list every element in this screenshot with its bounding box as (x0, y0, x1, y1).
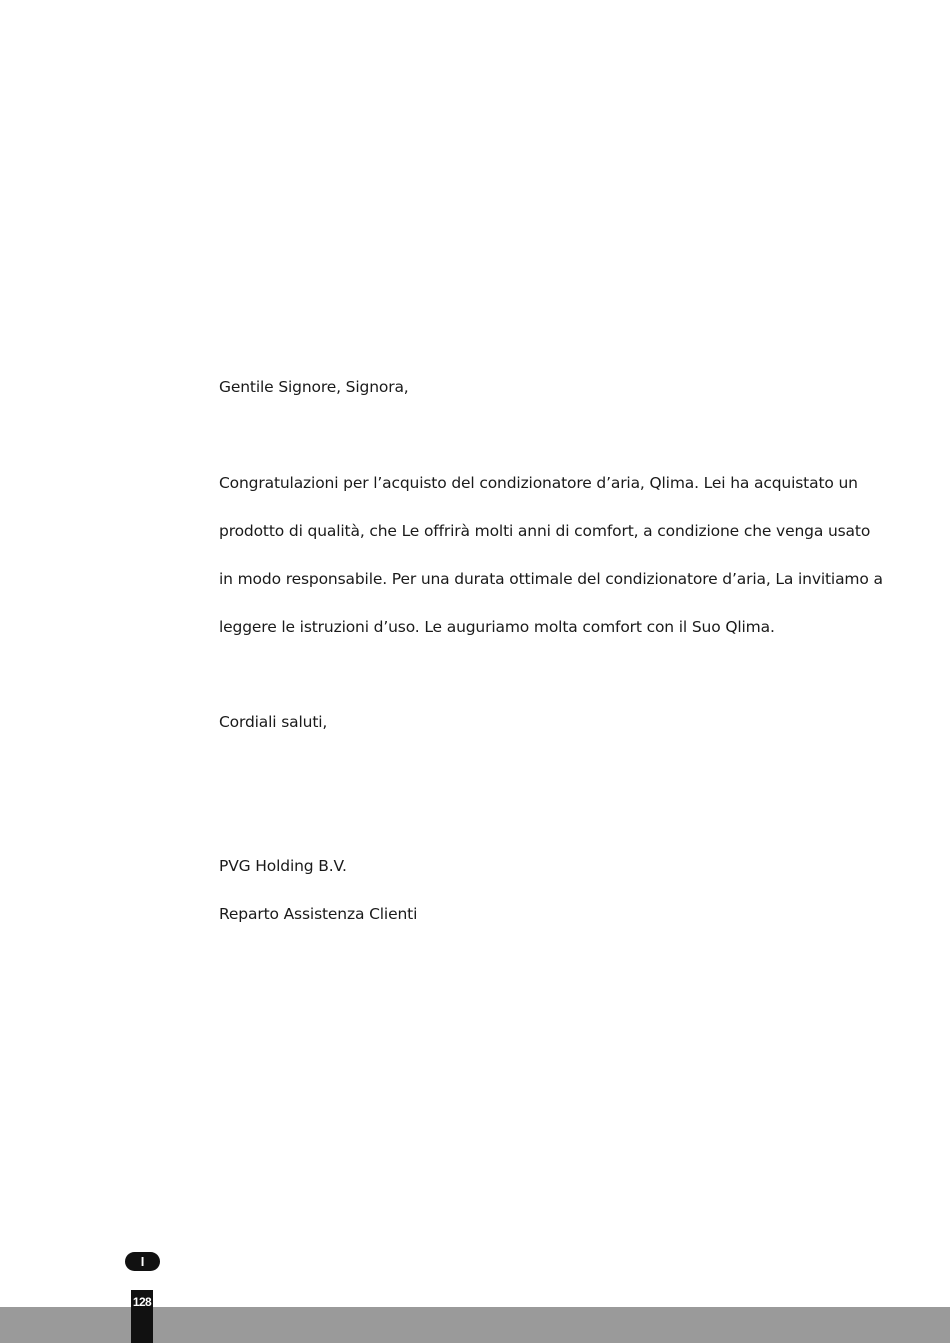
page-number: 128 (132, 1295, 152, 1309)
letter-closing: Cordiali saluti, (219, 713, 328, 731)
letter-greeting: Gentile Signore, Signora, (219, 378, 409, 396)
letter-body-line: prodotto di qualità, che Le offrirà molti anni di comfort, a condizione che venga usato (219, 522, 871, 540)
letter-body-line: leggere le istruzioni d’uso. Le auguriamo molta comfort con il Suo Qlima. (219, 618, 775, 636)
signature-department: Reparto Assistenza Clienti (219, 905, 418, 923)
letter-body-line: in modo responsabile. Per una durata ottimale del condizionatore d’aria, La invitiamo a (219, 570, 883, 588)
signature-company: PVG Holding B.V. (219, 857, 347, 875)
language-badge: I (125, 1252, 160, 1271)
letter-body-line: Congratulazioni per l’acquisto del condizionatore d’aria, Qlima. Lei ha acquistato un (219, 474, 858, 492)
